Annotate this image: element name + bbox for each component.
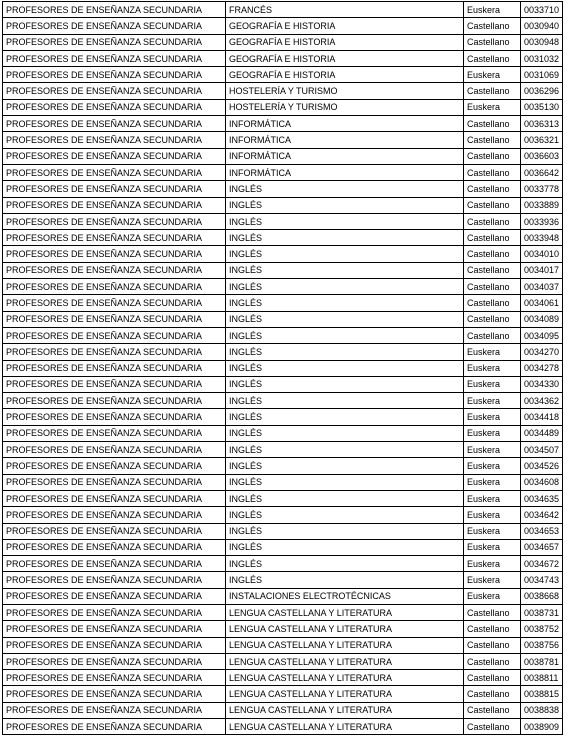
- specialty-cell: GEOGRAFÍA E HISTORIA: [226, 67, 464, 83]
- table-row: [3, 572, 563, 588]
- table-row: [3, 686, 563, 702]
- table-row: [3, 262, 563, 278]
- body-cell: PROFESORES DE ENSEÑANZA SECUNDARIA: [3, 148, 226, 164]
- language-cell: Castellano: [464, 686, 521, 702]
- specialty-cell: INFORMÁTICA: [226, 164, 464, 180]
- language-cell: Castellano: [464, 132, 521, 148]
- table-row: [3, 34, 563, 50]
- specialty-cell: LENGUA CASTELLANA Y LITERATURA: [226, 686, 464, 702]
- body-cell: PROFESORES DE ENSEÑANZA SECUNDARIA: [3, 653, 226, 669]
- table-row: [3, 99, 563, 115]
- body-cell: PROFESORES DE ENSEÑANZA SECUNDARIA: [3, 360, 226, 376]
- language-cell: Castellano: [464, 164, 521, 180]
- code-cell: 0036642: [521, 164, 563, 180]
- language-cell: Euskera: [464, 409, 521, 425]
- language-cell: Castellano: [464, 116, 521, 132]
- table-row: [3, 295, 563, 311]
- code-cell: 0036296: [521, 83, 563, 99]
- code-cell: 0034089: [521, 311, 563, 327]
- body-cell: PROFESORES DE ENSEÑANZA SECUNDARIA: [3, 490, 226, 506]
- code-cell: 0034743: [521, 572, 563, 588]
- body-cell: PROFESORES DE ENSEÑANZA SECUNDARIA: [3, 637, 226, 653]
- body-cell: PROFESORES DE ENSEÑANZA SECUNDARIA: [3, 246, 226, 262]
- body-cell: PROFESORES DE ENSEÑANZA SECUNDARIA: [3, 376, 226, 392]
- table-row: [3, 132, 563, 148]
- language-cell: Castellano: [464, 311, 521, 327]
- code-cell: 0034526: [521, 458, 563, 474]
- table-row: [3, 588, 563, 604]
- table-row: [3, 425, 563, 441]
- table-row: [3, 18, 563, 34]
- body-cell: PROFESORES DE ENSEÑANZA SECUNDARIA: [3, 572, 226, 588]
- code-cell: 0033889: [521, 197, 563, 213]
- specialty-cell: LENGUA CASTELLANA Y LITERATURA: [226, 621, 464, 637]
- code-cell: 0034489: [521, 425, 563, 441]
- specialty-cell: INGLÉS: [226, 539, 464, 555]
- language-cell: Castellano: [464, 262, 521, 278]
- specialty-cell: INGLÉS: [226, 197, 464, 213]
- specialty-cell: GEOGRAFÍA E HISTORIA: [226, 18, 464, 34]
- body-cell: PROFESORES DE ENSEÑANZA SECUNDARIA: [3, 621, 226, 637]
- table-row: [3, 621, 563, 637]
- language-cell: Euskera: [464, 425, 521, 441]
- language-cell: Euskera: [464, 490, 521, 506]
- specialty-cell: INGLÉS: [226, 213, 464, 229]
- specialty-cell: INGLÉS: [226, 262, 464, 278]
- table-row: [3, 474, 563, 490]
- specialty-cell: INGLÉS: [226, 230, 464, 246]
- specialty-cell: LENGUA CASTELLANA Y LITERATURA: [226, 637, 464, 653]
- specialty-cell: INGLÉS: [226, 327, 464, 343]
- body-cell: PROFESORES DE ENSEÑANZA SECUNDARIA: [3, 523, 226, 539]
- table-row: [3, 490, 563, 506]
- language-cell: Castellano: [464, 246, 521, 262]
- specialty-cell: INGLÉS: [226, 425, 464, 441]
- table-row: [3, 393, 563, 409]
- language-cell: Castellano: [464, 637, 521, 653]
- body-cell: PROFESORES DE ENSEÑANZA SECUNDARIA: [3, 262, 226, 278]
- specialty-cell: INGLÉS: [226, 507, 464, 523]
- code-cell: 0033948: [521, 230, 563, 246]
- language-cell: Castellano: [464, 719, 521, 735]
- table-row: [3, 442, 563, 458]
- body-cell: PROFESORES DE ENSEÑANZA SECUNDARIA: [3, 556, 226, 572]
- specialty-cell: LENGUA CASTELLANA Y LITERATURA: [226, 702, 464, 718]
- body-cell: PROFESORES DE ENSEÑANZA SECUNDARIA: [3, 442, 226, 458]
- code-cell: 0034270: [521, 344, 563, 360]
- body-cell: PROFESORES DE ENSEÑANZA SECUNDARIA: [3, 132, 226, 148]
- language-cell: Castellano: [464, 18, 521, 34]
- specialty-cell: INGLÉS: [226, 490, 464, 506]
- code-cell: 0038756: [521, 637, 563, 653]
- table-row: [3, 2, 563, 18]
- specialty-cell: GEOGRAFÍA E HISTORIA: [226, 50, 464, 66]
- code-cell: 0038731: [521, 604, 563, 620]
- specialty-cell: INGLÉS: [226, 523, 464, 539]
- body-cell: PROFESORES DE ENSEÑANZA SECUNDARIA: [3, 83, 226, 99]
- language-cell: Euskera: [464, 2, 521, 18]
- code-cell: 0038838: [521, 702, 563, 718]
- specialty-cell: GEOGRAFÍA E HISTORIA: [226, 34, 464, 50]
- language-cell: Euskera: [464, 442, 521, 458]
- code-cell: 0034330: [521, 376, 563, 392]
- language-cell: Castellano: [464, 213, 521, 229]
- language-cell: Castellano: [464, 653, 521, 669]
- body-cell: PROFESORES DE ENSEÑANZA SECUNDARIA: [3, 213, 226, 229]
- body-cell: PROFESORES DE ENSEÑANZA SECUNDARIA: [3, 507, 226, 523]
- code-cell: 0034635: [521, 490, 563, 506]
- table-row: [3, 83, 563, 99]
- table-row: [3, 116, 563, 132]
- specialty-cell: INGLÉS: [226, 344, 464, 360]
- language-cell: Castellano: [464, 621, 521, 637]
- body-cell: PROFESORES DE ENSEÑANZA SECUNDARIA: [3, 425, 226, 441]
- language-cell: Euskera: [464, 474, 521, 490]
- table-row: [3, 148, 563, 164]
- specialty-cell: INFORMÁTICA: [226, 148, 464, 164]
- table-row: [3, 327, 563, 343]
- table-row: [3, 181, 563, 197]
- table-row: [3, 311, 563, 327]
- specialty-cell: LENGUA CASTELLANA Y LITERATURA: [226, 653, 464, 669]
- language-cell: Castellano: [464, 604, 521, 620]
- body-cell: PROFESORES DE ENSEÑANZA SECUNDARIA: [3, 393, 226, 409]
- table-row: [3, 279, 563, 295]
- specialty-cell: HOSTELERÍA Y TURISMO: [226, 99, 464, 115]
- body-cell: PROFESORES DE ENSEÑANZA SECUNDARIA: [3, 539, 226, 555]
- specialty-cell: INGLÉS: [226, 556, 464, 572]
- body-cell: PROFESORES DE ENSEÑANZA SECUNDARIA: [3, 474, 226, 490]
- code-cell: 0034653: [521, 523, 563, 539]
- table-row: [3, 556, 563, 572]
- body-cell: PROFESORES DE ENSEÑANZA SECUNDARIA: [3, 686, 226, 702]
- specialty-cell: FRANCÉS: [226, 2, 464, 18]
- language-cell: Euskera: [464, 572, 521, 588]
- table-row: [3, 458, 563, 474]
- language-cell: Castellano: [464, 50, 521, 66]
- language-cell: Euskera: [464, 588, 521, 604]
- code-cell: 0038815: [521, 686, 563, 702]
- code-cell: 0034657: [521, 539, 563, 555]
- table-row: [3, 719, 563, 735]
- language-cell: Castellano: [464, 83, 521, 99]
- language-cell: Castellano: [464, 279, 521, 295]
- language-cell: Castellano: [464, 148, 521, 164]
- body-cell: PROFESORES DE ENSEÑANZA SECUNDARIA: [3, 702, 226, 718]
- body-cell: PROFESORES DE ENSEÑANZA SECUNDARIA: [3, 99, 226, 115]
- specialty-cell: LENGUA CASTELLANA Y LITERATURA: [226, 670, 464, 686]
- code-cell: 0031032: [521, 50, 563, 66]
- language-cell: Euskera: [464, 99, 521, 115]
- table-row: [3, 213, 563, 229]
- language-cell: Euskera: [464, 539, 521, 555]
- body-cell: PROFESORES DE ENSEÑANZA SECUNDARIA: [3, 719, 226, 735]
- code-cell: 0033778: [521, 181, 563, 197]
- specialty-cell: INGLÉS: [226, 442, 464, 458]
- language-cell: Castellano: [464, 230, 521, 246]
- vacancy-table: [2, 1, 563, 735]
- body-cell: PROFESORES DE ENSEÑANZA SECUNDARIA: [3, 18, 226, 34]
- code-cell: 0034017: [521, 262, 563, 278]
- table-row: [3, 246, 563, 262]
- body-cell: PROFESORES DE ENSEÑANZA SECUNDARIA: [3, 588, 226, 604]
- table-row: [3, 702, 563, 718]
- body-cell: PROFESORES DE ENSEÑANZA SECUNDARIA: [3, 67, 226, 83]
- body-cell: PROFESORES DE ENSEÑANZA SECUNDARIA: [3, 295, 226, 311]
- code-cell: 0034095: [521, 327, 563, 343]
- table-row: [3, 670, 563, 686]
- specialty-cell: INGLÉS: [226, 360, 464, 376]
- specialty-cell: LENGUA CASTELLANA Y LITERATURA: [226, 604, 464, 620]
- table-row: [3, 360, 563, 376]
- code-cell: 0034672: [521, 556, 563, 572]
- code-cell: 0038909: [521, 719, 563, 735]
- code-cell: 0035130: [521, 99, 563, 115]
- language-cell: Castellano: [464, 181, 521, 197]
- table-row: [3, 507, 563, 523]
- code-cell: 0033710: [521, 2, 563, 18]
- language-cell: Euskera: [464, 393, 521, 409]
- code-cell: 0036603: [521, 148, 563, 164]
- specialty-cell: INGLÉS: [226, 458, 464, 474]
- table-row: [3, 164, 563, 180]
- code-cell: 0034037: [521, 279, 563, 295]
- language-cell: Castellano: [464, 670, 521, 686]
- language-cell: Euskera: [464, 507, 521, 523]
- body-cell: PROFESORES DE ENSEÑANZA SECUNDARIA: [3, 279, 226, 295]
- specialty-cell: INGLÉS: [226, 295, 464, 311]
- body-cell: PROFESORES DE ENSEÑANZA SECUNDARIA: [3, 344, 226, 360]
- specialty-cell: INFORMÁTICA: [226, 132, 464, 148]
- code-cell: 0038752: [521, 621, 563, 637]
- language-cell: Castellano: [464, 295, 521, 311]
- language-cell: Castellano: [464, 197, 521, 213]
- body-cell: PROFESORES DE ENSEÑANZA SECUNDARIA: [3, 311, 226, 327]
- code-cell: 0038781: [521, 653, 563, 669]
- code-cell: 0036313: [521, 116, 563, 132]
- code-cell: 0038811: [521, 670, 563, 686]
- code-cell: 0034418: [521, 409, 563, 425]
- language-cell: Euskera: [464, 360, 521, 376]
- language-cell: Euskera: [464, 458, 521, 474]
- specialty-cell: INGLÉS: [226, 474, 464, 490]
- body-cell: PROFESORES DE ENSEÑANZA SECUNDARIA: [3, 458, 226, 474]
- language-cell: Euskera: [464, 344, 521, 360]
- table-row: [3, 637, 563, 653]
- code-cell: 0036321: [521, 132, 563, 148]
- body-cell: PROFESORES DE ENSEÑANZA SECUNDARIA: [3, 604, 226, 620]
- table-row: [3, 230, 563, 246]
- table-body: [3, 2, 563, 735]
- specialty-cell: INGLÉS: [226, 572, 464, 588]
- specialty-cell: LENGUA CASTELLANA Y LITERATURA: [226, 719, 464, 735]
- language-cell: Castellano: [464, 702, 521, 718]
- body-cell: PROFESORES DE ENSEÑANZA SECUNDARIA: [3, 2, 226, 18]
- language-cell: Castellano: [464, 34, 521, 50]
- table-row: [3, 523, 563, 539]
- body-cell: PROFESORES DE ENSEÑANZA SECUNDARIA: [3, 116, 226, 132]
- code-cell: 0033936: [521, 213, 563, 229]
- code-cell: 0038668: [521, 588, 563, 604]
- body-cell: PROFESORES DE ENSEÑANZA SECUNDARIA: [3, 670, 226, 686]
- specialty-cell: INFORMÁTICA: [226, 116, 464, 132]
- language-cell: Euskera: [464, 376, 521, 392]
- code-cell: 0034608: [521, 474, 563, 490]
- language-cell: Castellano: [464, 327, 521, 343]
- specialty-cell: INGLÉS: [226, 376, 464, 392]
- body-cell: PROFESORES DE ENSEÑANZA SECUNDARIA: [3, 327, 226, 343]
- language-cell: Euskera: [464, 556, 521, 572]
- code-cell: 0034507: [521, 442, 563, 458]
- document-page: [2, 1, 562, 735]
- body-cell: PROFESORES DE ENSEÑANZA SECUNDARIA: [3, 50, 226, 66]
- table-row: [3, 409, 563, 425]
- language-cell: Euskera: [464, 67, 521, 83]
- table-row: [3, 344, 563, 360]
- language-cell: Euskera: [464, 523, 521, 539]
- code-cell: 0030948: [521, 34, 563, 50]
- specialty-cell: HOSTELERÍA Y TURISMO: [226, 83, 464, 99]
- table-row: [3, 604, 563, 620]
- specialty-cell: INGLÉS: [226, 181, 464, 197]
- specialty-cell: INGLÉS: [226, 246, 464, 262]
- specialty-cell: INGLÉS: [226, 311, 464, 327]
- table-row: [3, 50, 563, 66]
- code-cell: 0034061: [521, 295, 563, 311]
- code-cell: 0034010: [521, 246, 563, 262]
- table-row: [3, 67, 563, 83]
- code-cell: 0030940: [521, 18, 563, 34]
- specialty-cell: INGLÉS: [226, 393, 464, 409]
- code-cell: 0034642: [521, 507, 563, 523]
- specialty-cell: INSTALACIONES ELECTROTÉCNICAS: [226, 588, 464, 604]
- body-cell: PROFESORES DE ENSEÑANZA SECUNDARIA: [3, 164, 226, 180]
- code-cell: 0031069: [521, 67, 563, 83]
- table-row: [3, 376, 563, 392]
- specialty-cell: INGLÉS: [226, 279, 464, 295]
- table-row: [3, 197, 563, 213]
- body-cell: PROFESORES DE ENSEÑANZA SECUNDARIA: [3, 197, 226, 213]
- table-row: [3, 653, 563, 669]
- specialty-cell: INGLÉS: [226, 409, 464, 425]
- table-row: [3, 539, 563, 555]
- body-cell: PROFESORES DE ENSEÑANZA SECUNDARIA: [3, 409, 226, 425]
- code-cell: 0034362: [521, 393, 563, 409]
- body-cell: PROFESORES DE ENSEÑANZA SECUNDARIA: [3, 230, 226, 246]
- body-cell: PROFESORES DE ENSEÑANZA SECUNDARIA: [3, 34, 226, 50]
- code-cell: 0034278: [521, 360, 563, 376]
- body-cell: PROFESORES DE ENSEÑANZA SECUNDARIA: [3, 181, 226, 197]
